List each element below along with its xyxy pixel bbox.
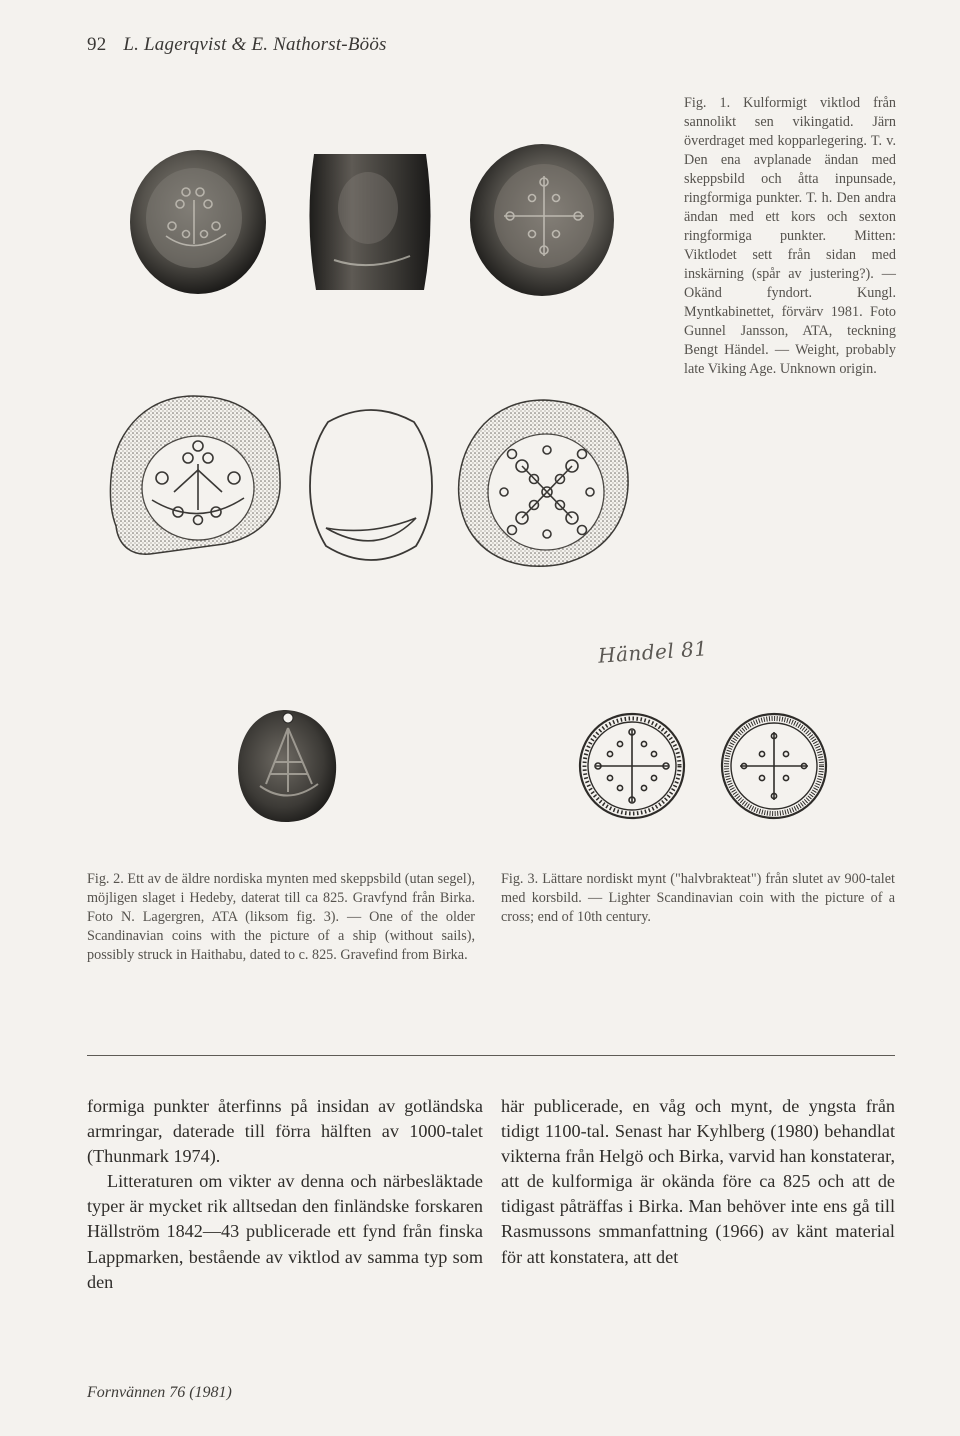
section-divider (87, 1055, 895, 1056)
artist-signature: Händel 81 (597, 636, 709, 668)
page-number: 92 (87, 34, 107, 55)
fig3-coin-drawing-right (718, 710, 830, 822)
running-header-authors: L. Lagerqvist & E. Nathorst-Böös (123, 34, 387, 55)
body-column-left (87, 1094, 483, 1295)
fig1-drawing-ship-end (104, 392, 284, 570)
fig1-photo-side-view (300, 148, 440, 296)
body-paragraph: Litteraturen om vikter av denna och närbesläktade typer är mycket rik alltsedan den finländske forskaren Hällström 1842—43 publicerade ett fynd från finska Lappmarken, bestående av viktlod av samma typ som den (87, 1171, 483, 1292)
body-paragraph: formiga punkter återfinns på insidan av gotländska armringar, daterade till förra hälften av 1000-talet (Thunmark 1974). (87, 1096, 483, 1167)
fig3-caption: Fig. 3. Lättare nordiskt mynt ("halvbrakteat") från slutet av 900-talet med korsbild. — Lighter Scandinavian coin with the picture of a cross; end of 10th century. (501, 871, 895, 925)
fig2-coin-ship (232, 706, 342, 826)
fig1-photo-cross-end (468, 142, 616, 298)
fig1-photo-ship-end (128, 148, 268, 296)
fig1-drawing-side-view (298, 400, 444, 570)
fig3-coin-drawing-left (576, 710, 688, 822)
fig1-caption: Fig. 1. Kulformigt viktlod från sannolikt sen vikingatid. Järn överdraget med kopparlegering. T. v. Den ena avplanade ändan med skeppsbild och åtta inpunsade, ringformiga punkter. T. h. Den andra ändan med ett kors och sexton ringformiga punkter. Mitten: Viktlodet sett från sidan med inskärning (spår av justering?). — Okänd fyndort. Kungl. Myntkabinettet, förvärv 1981. Foto Gunnel Jansson, ATA, teckning Bengt Händel. — Weight, probably late Viking Age. Unknown origin. (684, 95, 896, 377)
body-paragraph: här publicerade, en våg och mynt, de yngsta från tidigt 1100-tal. Senast har Kyhlberg (1980) behandlat vikterna från Helgö och Birka, varvid han konstaterar, att de kulformiga är okända före ca 825 och att de tidigast påträffas i Birka. Man behöver inte ens gå till Rasmussons smmanfattning (1966) av känt material för att konstatera, att det (501, 1096, 895, 1267)
journal-footer: Fornvännen 76 (1981) (87, 1384, 232, 1401)
running-header (87, 34, 387, 56)
body-column-right (501, 1094, 895, 1270)
fig1-drawing-cross-end (450, 396, 634, 576)
fig2-caption: Fig. 2. Ett av de äldre nordiska mynten med skeppsbild (utan segel), möjligen slaget i Hedeby, daterat till ca 825. Gravfynd från Birka. Foto N. Lagergren, ATA (liksom fig. 3). — One of the older Scandinavian coins with the picture of a ship (without sails), possibly struck in Haithabu, dated to c. 825. Gravefind from Birka. (87, 871, 475, 963)
